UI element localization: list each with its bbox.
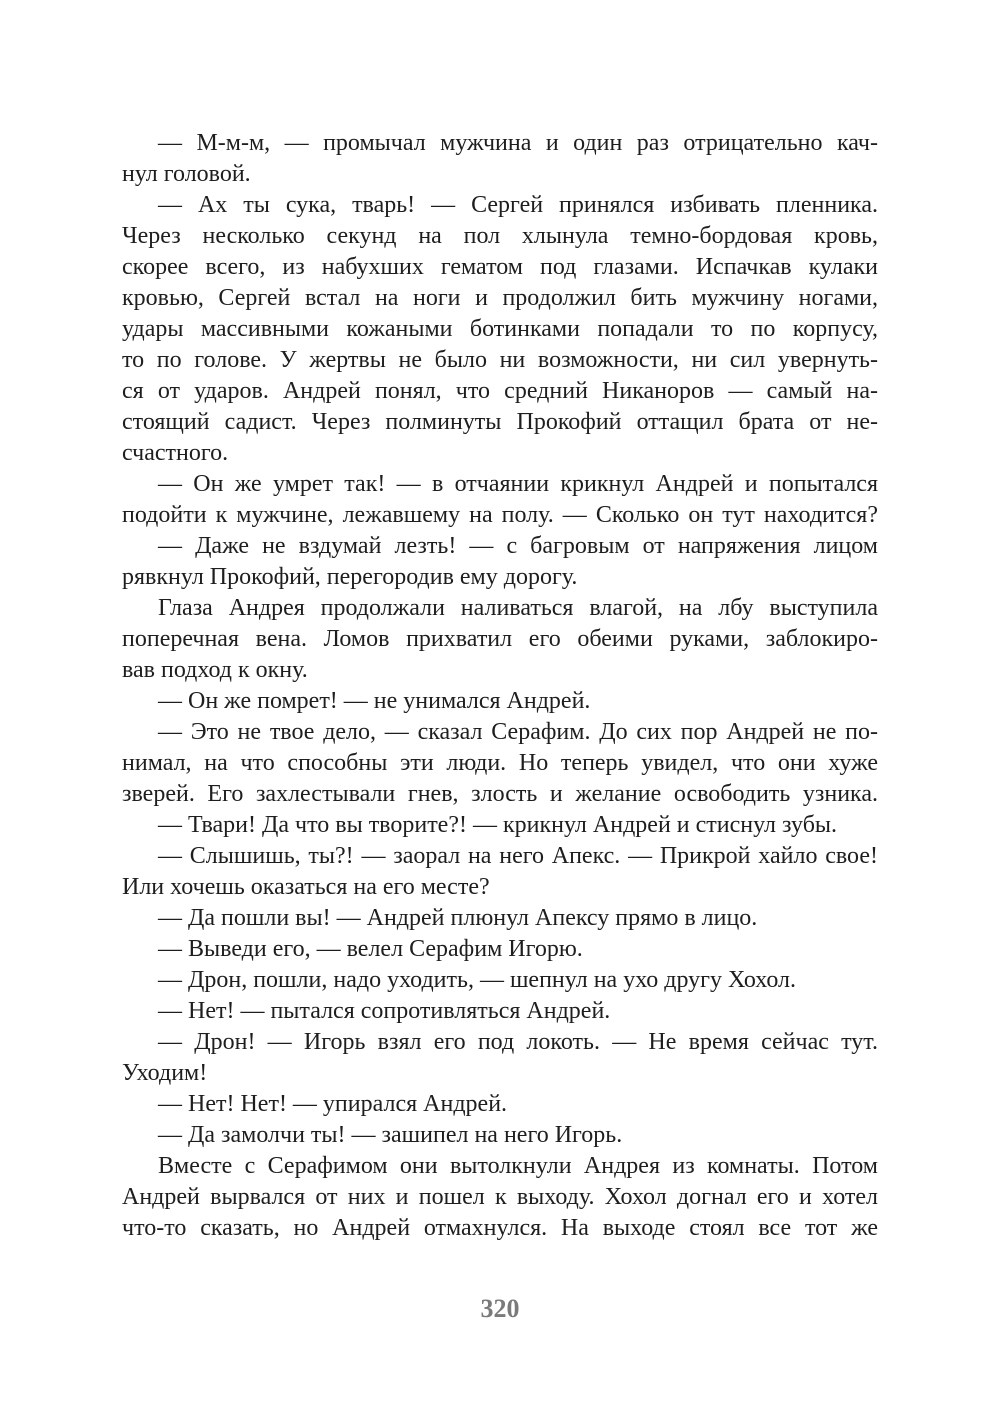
text-line: Уходим! [122,1060,208,1086]
text-line: зверей. Его захлестывали гнев, злость и желание освободить узника. [122,781,878,807]
text-line: поперечная вена. Ломов прихватил его обеими руками, заблокиро- [122,626,878,652]
text-line: — Слышишь, ты?! — заорал на него Апекс. — Прикрой хайло свое! [158,843,878,869]
text-line: — Дрон! — Игорь взял его под локоть. — Не время сейчас тут. [158,1029,878,1055]
text-line: вав подход к окну. [122,657,308,683]
text-line: счастного. [122,440,229,466]
text-line: нул головой. [122,161,251,187]
text-line: Или хочешь оказаться на его месте? [122,874,490,900]
text-line: — Твари! Да что вы творите?! — крикнул Андрей и стиснул зубы. [158,812,838,838]
body-text [122,128,878,1244]
text-line: скорее всего, из набухших гематом под глазами. Испачкав кулаки [122,254,878,280]
text-line: — Даже не вздумай лезть! — с багровым от напряжения лицом [158,533,878,559]
text-line: что-то сказать, но Андрей отмахнулся. На выходе стоял все тот же [122,1215,878,1241]
text-line: — Ах ты сука, тварь! — Сергей принялся избивать пленника. [158,192,878,218]
text-line: удары массивными кожаными ботинками попадали то по корпусу, [122,316,878,342]
page-number: 320 [480,1294,520,1323]
text-line: подойти к мужчине, лежавшему на полу. — Сколько он тут находится? [122,502,878,528]
text-line: Через несколько секунд на пол хлынула темно-бордовая кровь, [122,223,878,249]
text-line: — Да пошли вы! — Андрей плюнул Апексу прямо в лицо. [158,905,758,931]
text-line: стоящий садист. Через полминуты Прокофий оттащил брата от не- [122,409,878,435]
text-line: — М-м-м, — промычал мужчина и один раз отрицательно кач- [158,130,878,156]
text-line: — Это не твое дело, — сказал Серафим. До сих пор Андрей не по- [158,719,878,745]
text-line: — Нет! Нет! — упирался Андрей. [158,1091,508,1117]
text-line: кровью, Сергей встал на ноги и продолжил бить мужчину ногами, [122,285,878,311]
text-line: — Выведи его, — велел Серафим Игорю. [158,936,583,962]
text-line: ся от ударов. Андрей понял, что средний Никаноров — самый на- [122,378,878,404]
text-line: Глаза Андрея продолжали наливаться влагой, на лбу выступила [158,595,878,621]
text-line: рявкнул Прокофий, перегородив ему дорогу. [122,564,578,590]
text-line: нимал, на что способны эти люди. Но теперь увидел, что они хуже [122,750,878,776]
text-line: Андрей вырвался от них и пошел к выходу. Хохол догнал его и хотел [122,1184,878,1210]
text-line: то по голове. У жертвы не было ни возможности, ни сил увернуть- [122,347,878,373]
text-line: Вместе с Серафимом они вытолкнули Андрея из комнаты. Потом [158,1153,878,1179]
text-line: — Он же умрет так! — в отчаянии крикнул Андрей и попытался [158,471,878,497]
text-line: — Да замолчи ты! — зашипел на него Игорь. [158,1122,623,1148]
text-line: — Он же помрет! — не унимался Андрей. [158,688,591,714]
text-line: — Нет! — пытался сопротивляться Андрей. [158,998,611,1024]
text-line: — Дрон, пошли, надо уходить, — шепнул на ухо другу Хохол. [158,967,796,993]
